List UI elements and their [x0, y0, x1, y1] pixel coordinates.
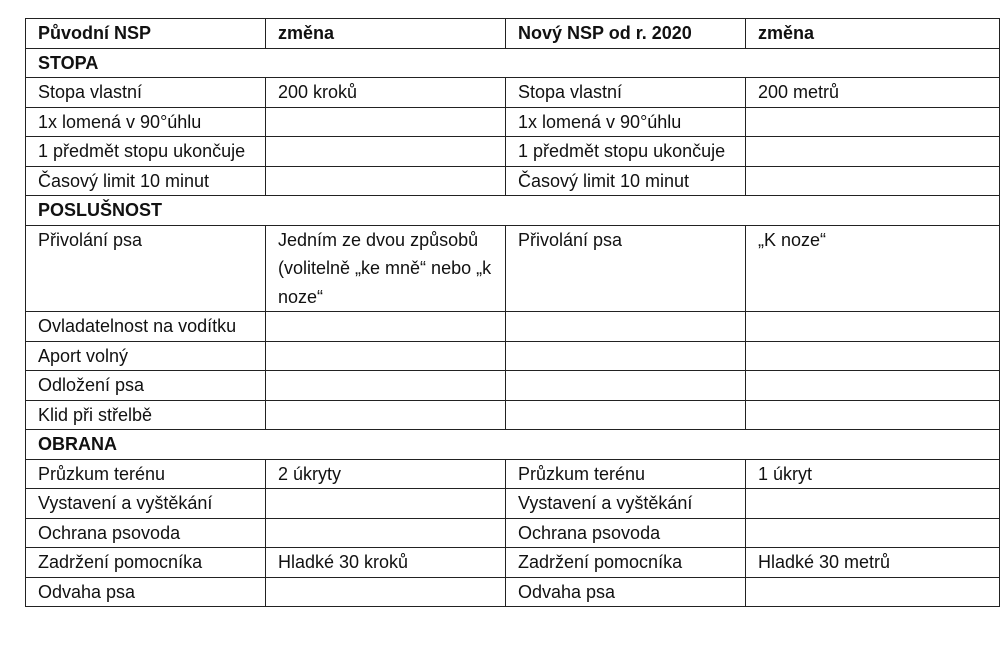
cell-new	[506, 400, 746, 430]
cell-change-new	[746, 400, 1000, 430]
header-row	[26, 19, 1000, 49]
table-row	[26, 341, 1000, 371]
cell-change-new: 1 úkryt	[746, 459, 1000, 489]
cell-new: Stopa vlastní	[506, 78, 746, 108]
cell-original: 1 předmět stopu ukončuje	[26, 137, 266, 167]
table-row	[26, 489, 1000, 519]
cell-change-new: „K noze“	[746, 225, 1000, 312]
header-change-new: změna	[746, 19, 1000, 49]
table-row	[26, 225, 1000, 312]
cell-original: Odvaha psa	[26, 577, 266, 607]
cell-change-original	[266, 371, 506, 401]
cell-original: Ochrana psovoda	[26, 518, 266, 548]
cell-change-original	[266, 107, 506, 137]
cell-change-new	[746, 107, 1000, 137]
table-row	[26, 459, 1000, 489]
section-row-poslusnost	[26, 196, 1000, 226]
section-row-obrana	[26, 430, 1000, 460]
cell-change-original	[266, 577, 506, 607]
cell-change-original: Jedním ze dvou způsobů (volitelně „ke mně“ nebo „k noze“	[266, 225, 506, 312]
cell-change-original	[266, 166, 506, 196]
cell-change-new	[746, 137, 1000, 167]
section-label: STOPA	[26, 48, 1000, 78]
cell-change-original: 2 úkryty	[266, 459, 506, 489]
cell-change-original	[266, 137, 506, 167]
cell-change-new	[746, 341, 1000, 371]
header-new-nsp: Nový NSP od r. 2020	[506, 19, 746, 49]
cell-change-original	[266, 518, 506, 548]
cell-change-original	[266, 400, 506, 430]
table-row	[26, 371, 1000, 401]
cell-original: Aport volný	[26, 341, 266, 371]
cell-change-new: Hladké 30 metrů	[746, 548, 1000, 578]
cell-change-new	[746, 166, 1000, 196]
cell-change-original	[266, 341, 506, 371]
cell-change-original: Hladké 30 kroků	[266, 548, 506, 578]
cell-original: Odložení psa	[26, 371, 266, 401]
cell-new	[506, 341, 746, 371]
cell-original: Zadržení pomocníka	[26, 548, 266, 578]
cell-change-new	[746, 312, 1000, 342]
cell-change-new	[746, 577, 1000, 607]
cell-new	[506, 312, 746, 342]
cell-change-original: 200 kroků	[266, 78, 506, 108]
cell-new: Časový limit 10 minut	[506, 166, 746, 196]
cell-new: Odvaha psa	[506, 577, 746, 607]
table-wrapper	[25, 18, 1000, 607]
cell-original: Časový limit 10 minut	[26, 166, 266, 196]
cell-new: Vystavení a vyštěkání	[506, 489, 746, 519]
section-row-stopa	[26, 48, 1000, 78]
header-change-original: změna	[266, 19, 506, 49]
cell-original: 1x lomená v 90°úhlu	[26, 107, 266, 137]
cell-original: Přivolání psa	[26, 225, 266, 312]
cell-original: Ovladatelnost na vodítku	[26, 312, 266, 342]
table-row	[26, 518, 1000, 548]
cell-original: Klid při střelbě	[26, 400, 266, 430]
cell-change-new	[746, 371, 1000, 401]
table-row	[26, 312, 1000, 342]
cell-original: Průzkum terénu	[26, 459, 266, 489]
cell-new: Zadržení pomocníka	[506, 548, 746, 578]
table-row	[26, 137, 1000, 167]
cell-new: Přivolání psa	[506, 225, 746, 312]
cell-change-new	[746, 518, 1000, 548]
cell-new: 1x lomená v 90°úhlu	[506, 107, 746, 137]
table-row	[26, 548, 1000, 578]
cell-change-new	[746, 489, 1000, 519]
cell-new: 1 předmět stopu ukončuje	[506, 137, 746, 167]
table-row	[26, 107, 1000, 137]
comparison-table	[25, 18, 1000, 607]
section-label: OBRANA	[26, 430, 1000, 460]
cell-change-new: 200 metrů	[746, 78, 1000, 108]
table-row	[26, 577, 1000, 607]
cell-new: Průzkum terénu	[506, 459, 746, 489]
cell-change-original	[266, 312, 506, 342]
section-label: POSLUŠNOST	[26, 196, 1000, 226]
cell-original: Vystavení a vyštěkání	[26, 489, 266, 519]
cell-change-original	[266, 489, 506, 519]
header-original-nsp: Původní NSP	[26, 19, 266, 49]
cell-original: Stopa vlastní	[26, 78, 266, 108]
table-row	[26, 78, 1000, 108]
cell-new	[506, 371, 746, 401]
cell-new: Ochrana psovoda	[506, 518, 746, 548]
table-row	[26, 166, 1000, 196]
table-row	[26, 400, 1000, 430]
